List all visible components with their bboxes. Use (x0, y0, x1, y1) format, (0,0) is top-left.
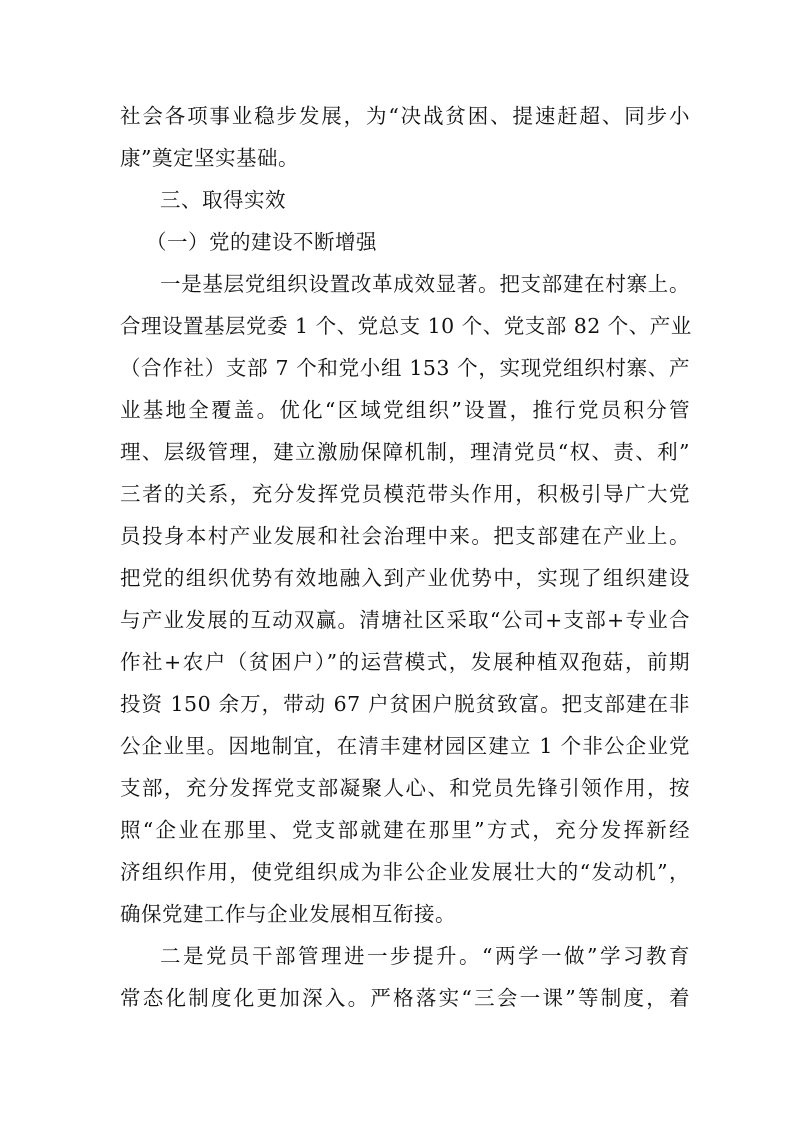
body-text-line: 业基地全覆盖。优化“区域党组织”设置，推行党员积分管 (120, 398, 690, 422)
section-heading: 三、取得实效 (160, 188, 286, 212)
body-text-line: 公企业里。因地制宜，在清丰建材园区建立 1 个非公企业党 (120, 734, 690, 758)
body-text-line: 照“企业在那里、党支部就建在那里”方式，充分发挥新经 (120, 818, 690, 842)
body-text-line: 确保党建工作与企业发展相互衔接。 (120, 902, 456, 926)
body-text-line: 康”奠定坚实基础。 (120, 146, 299, 170)
body-text-line: 常态化制度化更加深入。严格落实“三会一课”等制度，着 (120, 986, 690, 1010)
body-text-line: （合作社）支部 7 个和党小组 153 个，实现党组织村寨、产 (120, 356, 690, 380)
body-text-line: 合理设置基层党委 1 个、党总支 10 个、党支部 82 个、产业 (120, 314, 692, 338)
body-text-line: 社会各项事业稳步发展，为“决战贫困、提速赶超、同步小 (120, 104, 690, 128)
paragraph-first-line: 一是基层党组织设置改革成效显著。把支部建在村寨上。 (160, 272, 690, 296)
body-text-line: 投资 150 余万，带动 67 户贫困户脱贫致富。把支部建在非 (120, 692, 690, 716)
subsection-heading: （一）党的建设不断增强 (146, 230, 377, 254)
body-text-line: 员投身本村产业发展和社会治理中来。把支部建在产业上。 (120, 524, 690, 548)
body-text-line: 理、层级管理，建立激励保障机制，理清党员“权、责、利” (120, 440, 690, 464)
body-text-line: 把党的组织优势有效地融入到产业优势中，实现了组织建设 (120, 566, 690, 590)
body-text-line: 与产业发展的互动双赢。清塘社区采取“公司+支部+专业合 (120, 608, 690, 632)
paragraph-first-line: 二是党员干部管理进一步提升。“两学一做”学习教育 (160, 944, 690, 968)
body-text-line: 济组织作用，使党组织成为非公企业发展壮大的“发动机”， (120, 860, 690, 884)
body-text-line: 作社+农户（贫困户）”的运营模式，发展种植双孢菇，前期 (120, 650, 690, 674)
body-text-line: 三者的关系，充分发挥党员模范带头作用，积极引导广大党 (120, 482, 690, 506)
body-text-line: 支部，充分发挥党支部凝聚人心、和党员先锋引领作用，按 (120, 776, 690, 800)
